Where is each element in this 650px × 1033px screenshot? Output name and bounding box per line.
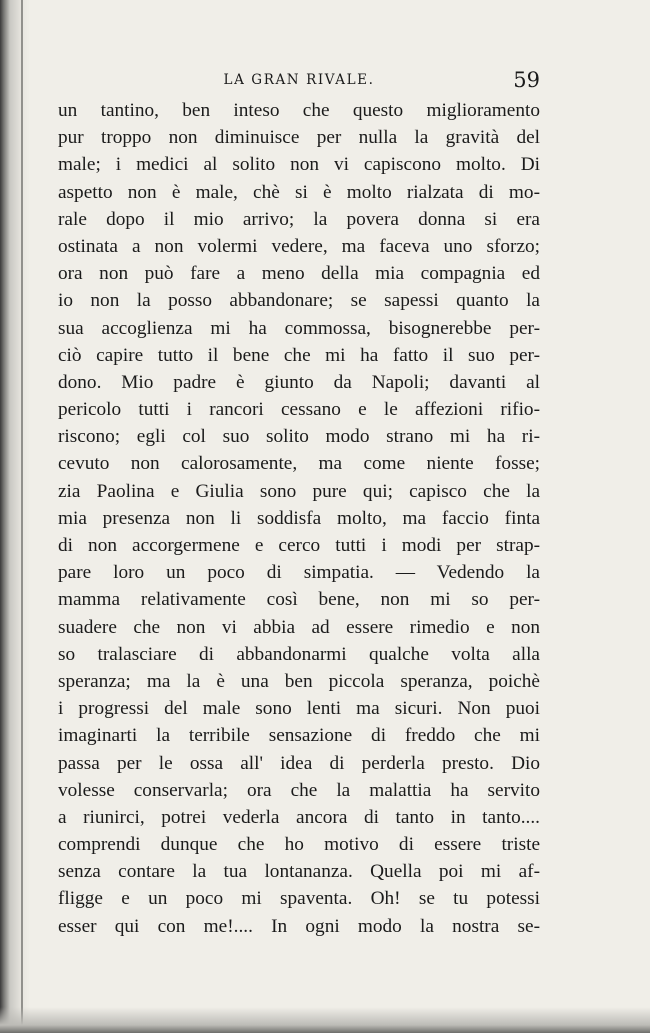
- text-line: imaginarti la terribile sensazione di freddo che mi: [58, 725, 540, 747]
- running-title: LA GRAN RIVALE.: [223, 72, 375, 88]
- text-line: rale dopo il mio arrivo; la povera donna si era: [58, 208, 540, 230]
- text-line: pericolo tutti i rancori cessano e le affezioni rifio-: [58, 399, 540, 421]
- text-line: di non accorgermene e cerco tutti i modi per strap-: [58, 535, 540, 556]
- text-line: volesse conservarla; ora che la malattia ha servito: [58, 779, 540, 801]
- text-line: sua accoglienza mi ha commossa, bisognerebbe per-: [58, 317, 540, 339]
- text-line: i progressi del male sono lenti ma sicuri. Non puoi: [58, 698, 540, 720]
- text-line: senza contare la tua lontananza. Quella poi mi af-: [58, 861, 540, 883]
- binding-shadow: [0, 0, 30, 1033]
- text-line: ostinata a non volermi vedere, ma faceva uno sforzo;: [58, 235, 540, 257]
- text-line: aspetto non è male, chè si è molto rialzata di mo-: [58, 181, 540, 203]
- page-header: [58, 70, 540, 100]
- text-line: male; i medici al solito non vi capiscono molto. Di: [58, 154, 540, 176]
- text-line: a riunirci, potrei vederla ancora di tanto in tanto....: [58, 806, 540, 828]
- text-line: esser qui con me!.... In ogni modo la nostra se-: [58, 915, 540, 937]
- text-line: speranza; ma la è una ben piccola speranza, poichè: [58, 670, 540, 692]
- text-line: fligge e un poco mi spaventa. Oh! se tu potessi: [58, 888, 540, 910]
- text-line: mamma relativamente così bene, non mi so per-: [58, 589, 540, 611]
- text-line: comprendi dunque che ho motivo di essere triste: [58, 834, 540, 856]
- page-bottom-shadow: [0, 1007, 650, 1033]
- text-line: passa per le ossa all' idea di perderla presto. Dio: [58, 752, 540, 774]
- text-line: ora non può fare a meno della mia compagnia ed: [58, 263, 540, 285]
- text-line: un tantino, ben inteso che questo miglioramento: [58, 100, 540, 121]
- text-line: dono. Mio padre è giunto da Napoli; davanti al: [58, 371, 540, 393]
- binding-edge: [21, 0, 23, 1033]
- text-line: pur troppo non diminuisce per nulla la gravità del: [58, 127, 540, 149]
- text-line: riscono; egli col suo solito modo strano mi ha ri-: [58, 426, 540, 448]
- text-line: pare loro un poco di simpatia. — Vedendo la: [58, 562, 540, 584]
- text-line: mia presenza non li soddisfa molto, ma faccio finta: [58, 507, 540, 529]
- text-line: so tralasciare di abbandonarmi qualche volta alla: [58, 643, 540, 665]
- text-line: ciò capire tutto il bene che mi ha fatto il suo per-: [58, 344, 540, 366]
- text-line: suadere che non vi abbia ad essere rimedio e non: [58, 616, 540, 638]
- text-line: io non la posso abbandonare; se sapessi quanto la: [58, 290, 540, 312]
- text-line: cevuto non calorosamente, ma come niente fosse;: [58, 453, 540, 475]
- text-line: zia Paolina e Giulia sono pure qui; capisco che la: [58, 480, 540, 502]
- page-number: 59: [513, 68, 540, 92]
- body-text: [58, 97, 540, 940]
